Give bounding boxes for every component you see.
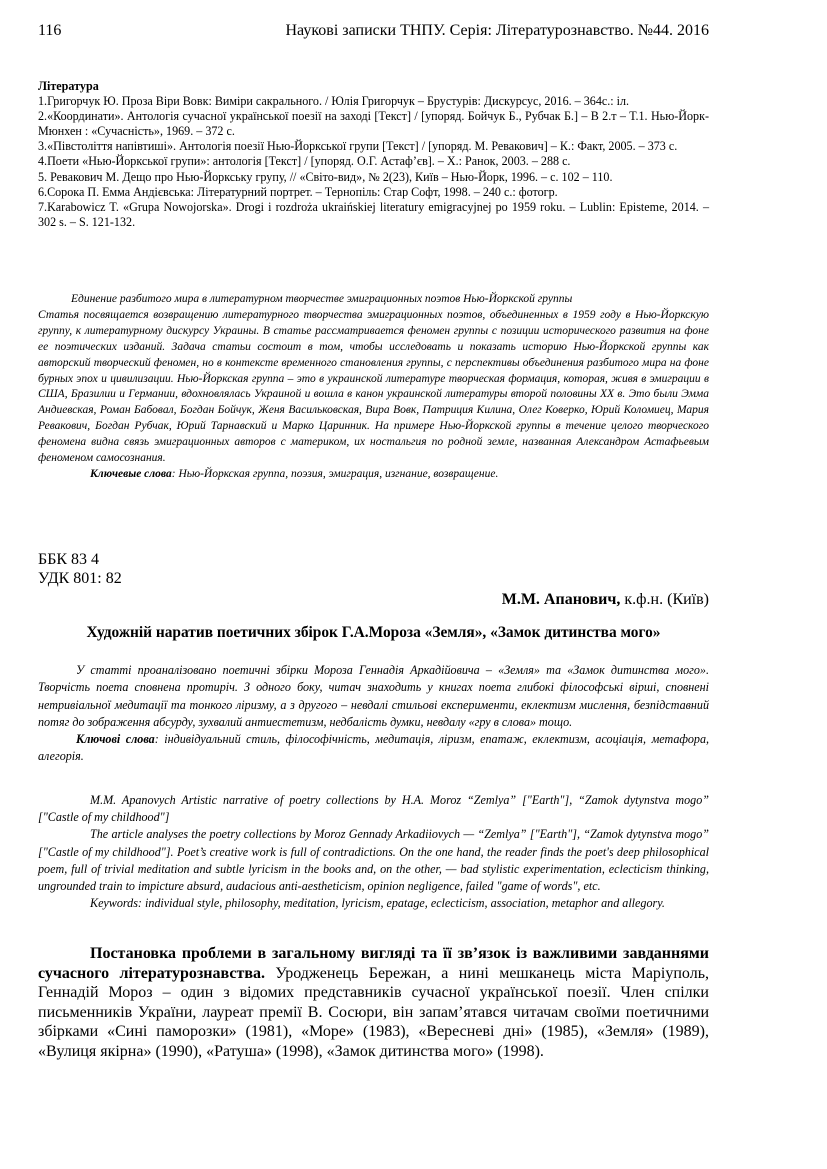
- russian-abstract-title: Единение разбитого мира в литературном творчестве эмиграционных поэтов Нью-Йоркской группы: [71, 293, 573, 305]
- russian-abstract-text: Статья посвящается возвращению литературного творчества эмиграционных поэтов, объединенных в 1959 году в Нью-Йоркскую группу, к литературному дискурсу Украины. В статье рассматривается феномен группы с позиции исторического развития на фоне ее поэтических изданий. Задача статьи состоит в том, чтобы исследовать и показать историю Нью-Йоркской группы как авторский творческий феномен, но в контексте временного становления группы, с перспективы объединения разбитого мира на фоне бурных эпох и цивилизации. Нью-Йоркская группа – это в украинской литературе творческая формация, которая, живя в эмиграции в США, Бразилии и Германии, вдохновлялась Украиной и вошла в канон украинской литературы второй половины XX в. Это были Эмма Андиевская, Роман Бабовал, Богдан Бойчук, Женя Васильковская, Вира Вовк, Патриция Килина, Олег Коверко, Юрий Коломиец, Мария Ревакович, Богдан Рубчак, Юрий Тарнавский и Марко Царинник. На примере Нью-Йоркской группы в течение целого творческого феномена видна связь эмиграционных авторов с материком, их ностальгия по родной земле, названная Александром Астафьевым феноменом самосознания.: [38, 308, 709, 465]
- reference-item: 5. Ревакович М. Дещо про Нью-Йоркську групу, // «Світо-вид», № 2(23), Київ – Нью-Йорк, 1996. – с. 102 – 110.: [38, 169, 613, 184]
- references-section: [38, 79, 709, 230]
- ukrainian-keywords: [38, 731, 709, 766]
- classification-codes: [38, 550, 709, 588]
- article-title: Художній наратив поетичних збірок Г.А.Мороза «Земля», «Замок дитинства мого»: [86, 624, 661, 641]
- reference-item: 6.Сорока П. Емма Андієвська: Літературний портрет. – Тернопіль: Стар Софт, 1998. – 240 с.: фотогр.: [38, 184, 558, 199]
- russian-keywords-label: Ключевые слова: [90, 467, 172, 480]
- ukrainian-abstract-text: У статті проаналізовано поетичні збірки Мороза Геннадія Аркадійовича – «Земля» та «Замок дитинства мого». Творчість поета сповнена протиріч. З одного боку, читач знаходить у книгах поета глибокі філософські вірші, сповнені нетривіальної медитації та тонкого ліризму, а з другого – невдалі стильові експерименти, еклектизм мислення, безпідставний потяг до зображення абсурду, зухвалий антиестетизм, недбалість думки, невдалу «гру в слова» тощо.: [38, 663, 709, 729]
- author-affiliation: к.ф.н. (Київ): [620, 591, 709, 608]
- udk-code: УДК 801: 82: [38, 570, 122, 587]
- reference-item: 4.Поети «Нью-Йоркської групи»: антологія [Текст] / [упоряд. О.Г. Астаф’єв]. – Х.: Ранок, 2003. – 288 с.: [38, 154, 571, 169]
- section-heading: Постановка проблеми в загальному вигляді та її зв’язок із важливими завданнями сучасного літературознавства.: [38, 945, 709, 982]
- references-heading: Література: [38, 79, 99, 93]
- author-name: М.М. Апанович,: [501, 591, 621, 608]
- english-abstract-text: The article analyses the poetry collections by Moroz Gennady Arkadiiovych — “Zemlya” ["Earth"], “Zamok dytynstva mogo” ["Castle of my childhood"]. Poet’s creative work is full of contradictions. On the one hand, the reader finds the poet's deep philosophical poem, full of trivial meditation and subtle lyricism in the books and, on the other, — bad stylistic experimentation, eclecticism thinking, ungrounded train to impicture absurd, audacious anti-aestheticism, opinion negligence, failed "game of words", etc.: [38, 827, 709, 894]
- english-abstract-title: M.M. Apanovych Artistic narrative of poetry collections by H.A. Moroz “Zemlya” ["Earth"], “Zamok dytynstva mogo” ["Castle of my childhood"]: [38, 793, 709, 825]
- running-header: [38, 22, 709, 42]
- bbk-code: ББК 83 4: [38, 551, 100, 568]
- body-text: Уродженець Бережан, а нині мешканець міста Маріуполь, Геннадій Мороз – один з відомих представників сучасної української поезії. Член спілки письменників України, лауреат премії В. Сосюри, він запам’ятався читачам своїми поетичними збірками «Сині паморозки» (1981), «Море» (1983), «Вересневі дні» (1985), «Земля» (1989), «Вулиця якірна» (1990), «Ратуша» (1998), «Замок дитинства мого» (1998).: [38, 964, 709, 1060]
- author-line: [502, 591, 709, 609]
- russian-keywords: [38, 467, 709, 483]
- reference-item: 1.Григорчук Ю. Проза Віри Вовк: Виміри сакрального. / Юлія Григорчук – Брустурів: Дискурсус, 2016. – 364с.: іл.: [38, 94, 630, 109]
- english-keywords: Keywords: individual style, philosophy, meditation, lyricism, epatage, eclecticism, association, metaphor and allegory.: [90, 896, 665, 911]
- english-abstract: [38, 792, 709, 912]
- russian-abstract: [38, 292, 709, 483]
- page-number: 116: [38, 22, 62, 39]
- russian-keywords-list: : Нью-Йоркская группа, поэзия, эмиграция, изгнание, возвращение.: [171, 467, 499, 480]
- ukrainian-keywords-list: : індивідуальний стиль, філософічність, медитація, ліризм, епатаж, еклектизм, асоціація, метафора, алегорія.: [38, 732, 710, 764]
- reference-item: 7.Karabowicz T. «Grupa Nowojorska». Drogi i rozdroża ukraińskiej literatury emigracyjnej po 1959 roku. – Lublin: Episteme, 2014. – 302 s. – S. 121-132.: [38, 199, 709, 229]
- reference-item: 2.«Координати». Антологія сучасної української поезії на заході [Текст] / [упоряд. Бойчук Б., Рубчак Б.] – В 2.т – Т.1. Нью-Йорк-Мюнхен : «Сучасність», 1969. – 372 с.: [38, 109, 709, 139]
- reference-item: 3.«Півстоліття напівтиші». Антологія поезії Нью-Йоркської групи [Текст] / [упоряд. М. Ревакович] – К.: Факт, 2005. – 373 с.: [38, 139, 678, 154]
- journal-title: Наукові записки ТНПУ. Серія: Літературознавство. №44. 2016: [285, 22, 709, 39]
- ukrainian-keywords-label: Ключові слова: [76, 732, 155, 747]
- ukrainian-abstract: [38, 662, 709, 766]
- article-body: [38, 944, 709, 1062]
- body-paragraph: [38, 944, 709, 1062]
